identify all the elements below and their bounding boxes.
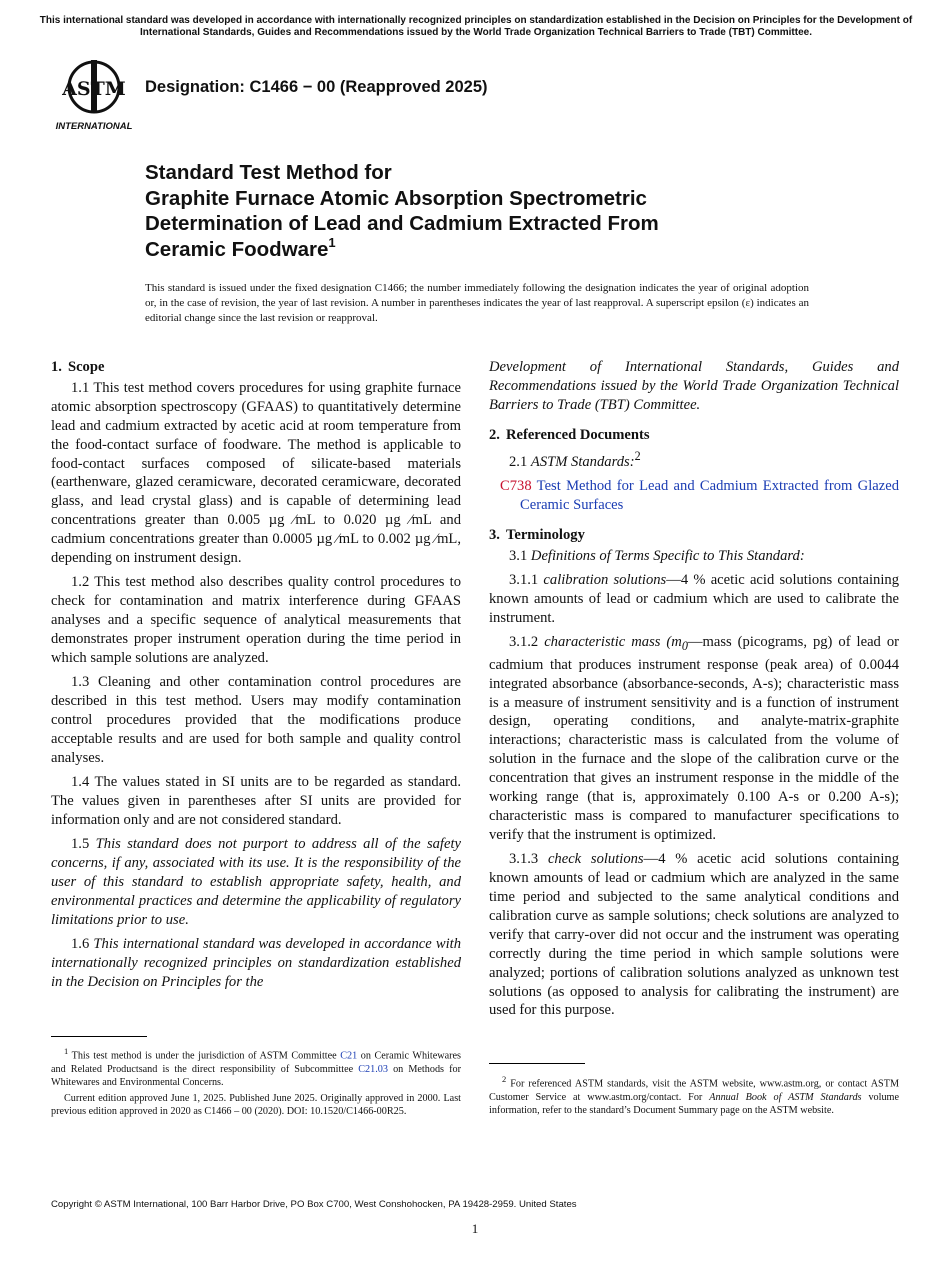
paragraph-1-6-continued: Development of International Standards, Guides and Recommendations issued by the World Trade Organization Technical Barriers to Trade (TBT) Committee. bbox=[489, 359, 899, 413]
section-2-heading: 2. Referenced Documents bbox=[489, 426, 650, 443]
left-column bbox=[51, 358, 461, 997]
footnote-rule-left bbox=[51, 1036, 147, 1037]
title-line-2: Graphite Furnace Atomic Absorption Spectrometric bbox=[145, 186, 647, 210]
title-line-4: Ceramic Foodware bbox=[145, 237, 329, 261]
footnote-2: $^2$ For referenced ASTM standards, visit the ASTM website, www.astm.org, or contact ASTM Customer Service at www.astm.org/contact. For Annual Book of ASTM Standards volume information, refer to the standard’s Document Summary page on the ASTM website. bbox=[489, 1074, 900, 1117]
paragraph-1-5: 1.5 This standard does not purport to address all of the safety concerns, if any, associated with its use. It is the responsibility of the user of this standard to establish appropriate safety, health, and environmental practices and determine the applicability of regulatory limitations prior to use. bbox=[51, 836, 461, 928]
astm-logo-word: INTERNATIONAL bbox=[55, 121, 133, 131]
right-column bbox=[489, 358, 899, 1026]
page-number: 1 bbox=[471, 1221, 479, 1236]
paragraph-2-1: 2.1 ASTM Standards:$^2$ bbox=[509, 448, 641, 470]
designation: Designation: C1466 − 00 (Reapproved 2025) bbox=[145, 78, 488, 96]
astm-logo-letters: ASTM bbox=[62, 78, 126, 100]
section-1-heading: 1. Scope bbox=[51, 359, 105, 375]
standard-notice: This international standard was developed in accordance with internationally recognized principles on standardization established in the Decision on Principles for the Development of International Standards, Guides and Recommendations issued by the World Trade Organization Technical Barriers to Trade (TBT) Committee. bbox=[39, 15, 913, 38]
paragraph-1-3: 1.3 Cleaning and other contamination control procedures are described in this test method. Users may modify contamination control procedures provided that the modifications produce acceptable results and are used for both sample and quality control analyses. bbox=[51, 674, 461, 766]
paragraph-1-1: 1.1 This test method covers procedures for using graphite furnace atomic absorption spectroscopy (GFAAS) to quantitatively determine lead and cadmium extracted by acetic acid at room temperature from the food-contact surface of foodware. The method is applicable to food-contact surfaces composed of silicate-based materials (earthenware, glazed ceramicware, decorated ceramicware, decorated glass, and lead crystal glass) and is capable of determining lead concentrations greater than 0.005 µg ⁄mL to 0.020 µg ⁄mL and cadmium concentrations greater than 0.0005 µg ⁄mL to 0.002 µg ⁄mL, depending on instrument design. bbox=[51, 379, 461, 567]
paragraph-3-1-3: 3.1.3 check solutions—4 % acetic acid solutions containing known amounts of lead or cadmium which are analyzed in the same time period and subjected to the same analytical conditions and calibration curve as sample solutions; check solutions are analyzed to verify that carry-over did not occur and the instrument was operating correctly during the time period in which sample solutions were analyzed; portions of calibration solutions analyzed as unknown test solutions (as opposed to analysis for calibrating the instrument) are used for this purpose. bbox=[489, 851, 899, 1019]
document-title bbox=[145, 160, 845, 262]
paragraph-1-2: 1.2 This test method also describes quality control procedures to check for contamination and matrix interference during GFAAS analyses and a specific sequence of analytical measurements that demonstrates proper instrument operation during the time period in which sample solutions are analyzed. bbox=[51, 574, 461, 666]
copyright-line: Copyright © ASTM International, 100 Barr Harbor Drive, PO Box C700, West Conshohocken, PA 19428-2959. United States bbox=[51, 1199, 577, 1210]
reference-c738[interactable] bbox=[489, 477, 899, 515]
paragraph-3-1-2: 3.1.2 characteristic mass ($m_0—mass$ (picograms, pg) of lead or cadmium that produces instrument response (peak area) of 0.0044 integrated absorbance (absorbance-seconds, A-s); characteristic mass is a measure of instrument sensitivity and is a function of instrument design, operating conditions, and analyte-matrix-graphite interactions; characteristic mass is calculated from the volume of solution in the furnace and the slope of the calibration curve or the concentration that gives an instrument response in the middle of the working range (that is, approximately 0.100 A-s or 0.200 A-s); characteristic mass is compared to manufacturer specifications to verify that the instrument is optimized. bbox=[489, 633, 900, 843]
section-3-heading: 3. Terminology bbox=[489, 526, 585, 543]
ref-title: Test Method for Lead and Cadmium Extracted from Glazed Ceramic Surfaces bbox=[520, 477, 899, 513]
title-line-1: Standard Test Method for bbox=[145, 161, 392, 184]
paragraph-1-6: 1.6 This international standard was developed in accordance with internationally recognized principles on standardization established in the Decision on Principles for the bbox=[51, 936, 462, 991]
link-c21-03[interactable]: C21.03 bbox=[358, 1063, 388, 1075]
ref-code: C738 bbox=[500, 477, 532, 494]
title-line-3: Determination of Lead and Cadmium Extracted From bbox=[145, 212, 659, 235]
link-c21[interactable]: C21 bbox=[340, 1050, 358, 1062]
paragraph-3-1-1: 3.1.1 calibration solutions—4 % acetic acid solutions containing known amounts of lead or cadmium which are used to calibrate the instrument. bbox=[489, 571, 900, 626]
astm-logo bbox=[52, 57, 136, 131]
paragraph-1-4: 1.4 The values stated in SI units are to be regarded as standard. The values given in parentheses after SI units are provided for information only and are not considered standard. bbox=[51, 774, 461, 829]
footnote-rule-right bbox=[489, 1063, 585, 1064]
paragraph-3-1: 3.1 Definitions of Terms Specific to This Standard: bbox=[509, 547, 805, 564]
edition-note: Current edition approved June 1, 2025. Published June 2025. Originally approved in 2000. Last previous edition approved in 2020 as C1466 – 00 (2020). DOI: 10.1520/C1466-00R25. bbox=[51, 1092, 461, 1118]
footnote-1: $^1$ This test method is under the jurisdiction of ASTM Committee C21 on Ceramic Whitewares and Related Productsand is the direct responsibility of Subcommittee C21.03 on Methods for Whitewares and Environmental Concerns. Current edition approved June 1, 2025. Published June 2025. Originally approved in 2000. Last previous edition approved in 2020 as C1466 – 00 (2020). DOI: 10.1520/C1466-00R25. bbox=[51, 1046, 461, 1118]
issued-note: This standard is issued under the fixed designation C1466; the number immediately following the designation indicates the year of original adoption or, in the case of revision, the year of last revision. A number in parentheses indicates the year of last reapproval. A superscript epsilon (ε) indicates an editorial change since the last revision or reapproval. bbox=[145, 282, 809, 324]
title-footnote-mark[interactable]: 1 bbox=[328, 234, 336, 250]
